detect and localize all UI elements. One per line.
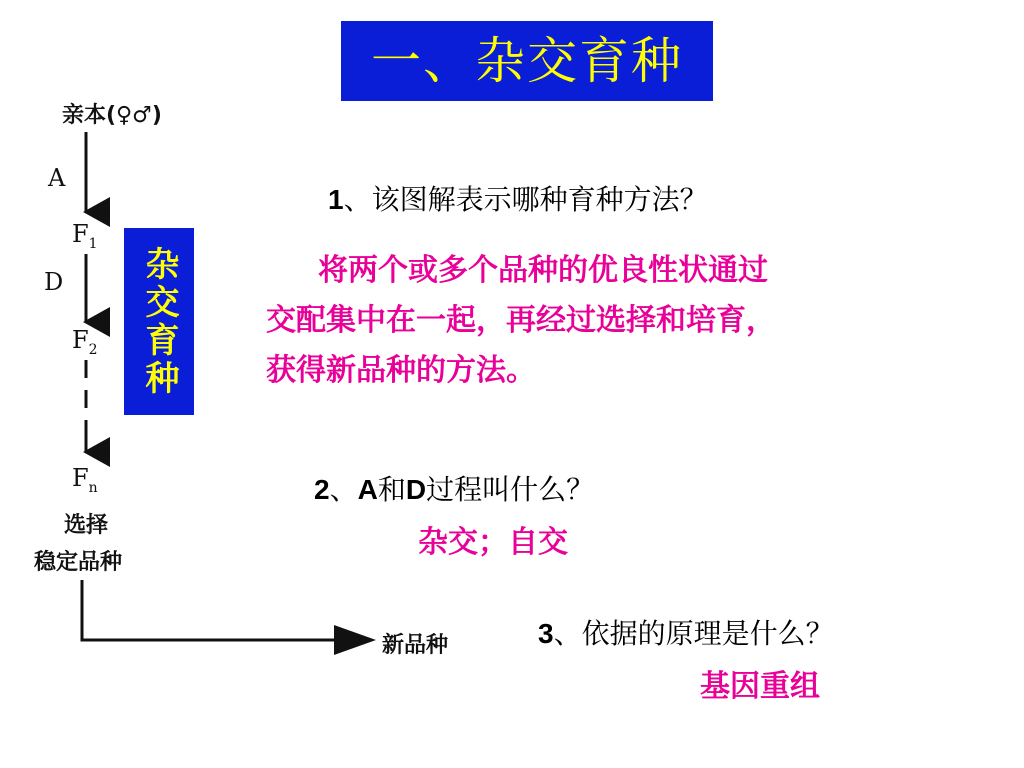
slide-title: 一、杂交育种 — [341, 21, 713, 101]
select-label: 选择 — [64, 513, 109, 538]
stable-variety-label: 稳定品种 — [34, 550, 123, 575]
parent-label: 亲本(♀♂) — [62, 103, 162, 128]
step-a-label: A — [48, 164, 66, 192]
question-3: 3、依据的原理是什么？ — [538, 617, 834, 650]
answer-3: 基因重组 — [700, 669, 820, 704]
answer-2: 杂交；自交 — [418, 525, 568, 560]
question-1: 1、该图解表示哪种育种方法？ — [328, 183, 708, 216]
question-2: 2、A和D过程叫什么？ — [314, 473, 595, 506]
new-variety-label: 新品种 — [382, 633, 449, 658]
f2-label: $F_2$ — [72, 326, 98, 358]
step-d-label: D — [44, 268, 64, 296]
answer-1: 将两个或多个品种的优良性状通过 交配集中在一起，再经过选择和培育， 获得新品种的方法。 — [266, 253, 776, 388]
arrow-to-new-variety — [82, 580, 370, 640]
f1-label: $F_1$ — [72, 220, 98, 252]
side-label-box: 杂交育种 — [124, 228, 194, 415]
fn-label: $F_n$ — [72, 464, 98, 496]
